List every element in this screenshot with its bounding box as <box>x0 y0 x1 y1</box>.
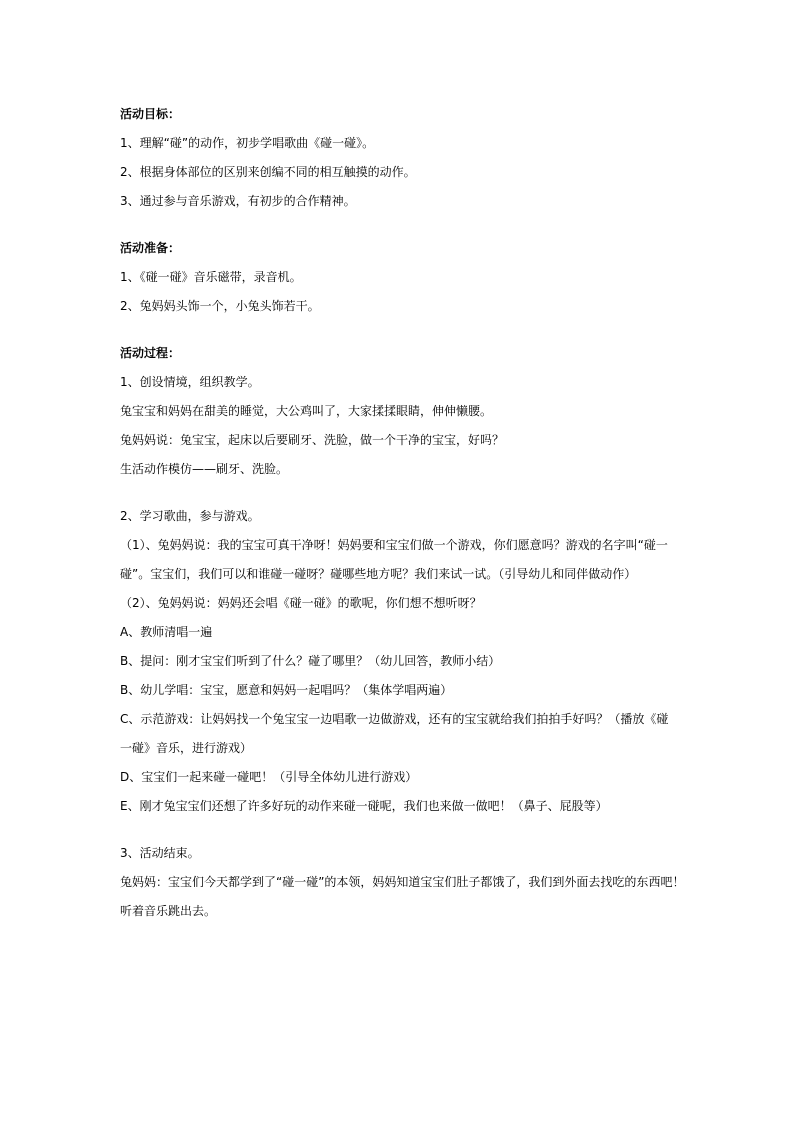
process-line: 3、活动结束。 <box>120 846 200 860</box>
process-step-2 <box>120 502 680 821</box>
process-line: 听着音乐跳出去。 <box>120 904 217 918</box>
process-line: （2）、兔妈妈说：妈妈还会唱《碰一碰》的歌呢，你们想不想听呀？ <box>120 596 482 610</box>
process-line: A、教师清唱一遍 <box>120 625 213 639</box>
preparation-item: 1、《碰一碰》音乐磁带，录音机。 <box>120 270 302 284</box>
process-line: 生活动作模仿——刷牙、洗脸。 <box>120 462 289 476</box>
process-step-1 <box>120 368 680 484</box>
goal-item: 3、通过参与音乐游戏，有初步的合作精神。 <box>120 194 356 208</box>
document-content <box>120 100 685 926</box>
process-line: D、宝宝们一起来碰一碰吧！（引导全体幼儿进行游戏） <box>120 770 418 784</box>
process-line: 碰”。宝宝们，我们可以和谁碰一碰呀？碰哪些地方呢？我们来试一试。（引导幼儿和同伴做动作） <box>120 567 637 581</box>
process-line: 一碰》音乐，进行游戏） <box>120 741 253 755</box>
process-line: 兔妈妈：宝宝们今天都学到了“碰一碰”的本领，妈妈知道宝宝们肚子都饿了，我们到外面去找吃的东西吧！ <box>120 875 685 889</box>
process-line: 兔宝宝和妈妈在甜美的睡觉，大公鸡叫了，大家揉揉眼睛，伸伸懒腰。 <box>120 404 493 418</box>
process-line: C、示范游戏：让妈妈找一个兔宝宝一边唱歌一边做游戏，还有的宝宝就给我们拍拍手好吗？（播放《碰 <box>120 712 669 726</box>
goal-item: 2、根据身体部位的区别来创编不同的相互触摸的动作。 <box>120 165 416 179</box>
section-gap <box>120 216 680 234</box>
process-line: B、提问：刚才宝宝们听到了什么？碰了哪里？（幼儿回答，教师小结） <box>120 654 501 668</box>
section-gap <box>120 484 680 502</box>
process-line: 2、学习歌曲，参与游戏。 <box>120 509 260 523</box>
goals-section <box>120 100 680 216</box>
preparation-item: 2、兔妈妈头饰一个，小兔头饰若干。 <box>120 299 320 313</box>
process-line: （1）、兔妈妈说：我的宝宝可真干净呀！妈妈要和宝宝们做一个游戏，你们愿意吗？游戏的名字叫“碰一 <box>120 538 668 552</box>
preparation-heading: 活动准备： <box>120 241 181 255</box>
process-line: B、幼儿学唱：宝宝，愿意和妈妈一起唱吗？（集体学唱两遍） <box>120 683 453 697</box>
section-gap <box>120 321 680 339</box>
preparation-section <box>120 234 680 321</box>
goals-heading: 活动目标： <box>120 107 181 121</box>
process-step-3 <box>120 839 685 926</box>
process-heading: 活动过程： <box>120 346 181 360</box>
process-line: 兔妈妈说：兔宝宝，起床以后要刷牙、洗脸，做一个干净的宝宝，好吗？ <box>120 433 505 447</box>
goal-item: 1、理解“碰”的动作，初步学唱歌曲《碰一碰》。 <box>120 136 375 150</box>
section-gap <box>120 821 680 839</box>
process-section <box>120 339 685 926</box>
process-line: E、刚才兔宝宝们还想了许多好玩的动作来碰一碰呢，我们也来做一做吧！（鼻子、屁股等） <box>120 799 608 813</box>
process-line: 1、创设情境，组织教学。 <box>120 375 260 389</box>
